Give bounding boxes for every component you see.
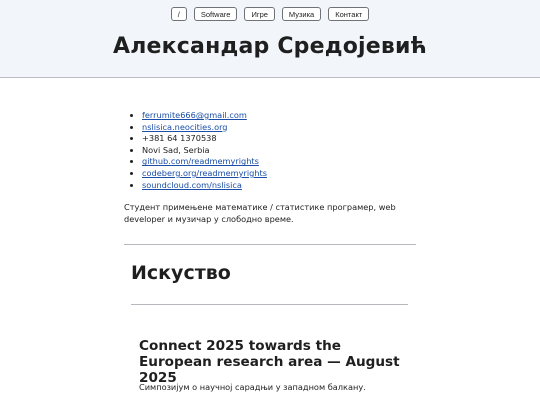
page-title: Александар Средојевић (113, 34, 427, 59)
experience-heading: Искуство (131, 262, 231, 284)
top-nav (0, 7, 540, 21)
nav-software-button[interactable]: Software (194, 7, 238, 21)
page-header (0, 0, 540, 78)
contact-github-item (142, 156, 267, 168)
bio-text: Студент примењене математике / статистике програмер, web developer и музичар у слободно време. (124, 202, 396, 224)
section-divider (124, 244, 416, 245)
email-link[interactable]: ferrumite666@gmail.com (142, 110, 247, 120)
experience-entry-title: Connect 2025 towards the European research area — August 2025 (139, 338, 400, 386)
nav-music-button[interactable]: Музика (282, 7, 321, 21)
contact-soundcloud-item (142, 180, 267, 192)
experience-divider (131, 304, 408, 305)
contact-website-item (142, 122, 267, 134)
experience-entry-description: Симпозијум о научној сарадњи у западном балкану. (139, 382, 366, 392)
github-link[interactable]: github.com/readmemyrights (142, 156, 259, 167)
contact-location-item: • Novi Sad, Serbia (142, 145, 267, 157)
contact-codeberg-item (142, 168, 267, 180)
soundcloud-link[interactable]: soundcloud.com/nslisica (142, 179, 242, 190)
codeberg-link[interactable]: codeberg.org/readmemyrights (142, 167, 267, 178)
website-link[interactable]: nslisica.neocities.org (142, 121, 228, 132)
contact-email-item (142, 110, 267, 122)
contact-phone-item: • +381 64 1370538 (142, 133, 267, 145)
contact-list (131, 110, 267, 191)
nav-home-button[interactable]: / (171, 7, 187, 21)
nav-games-button[interactable]: Игре (244, 7, 274, 21)
nav-contact-button[interactable]: Контакт (328, 7, 369, 21)
